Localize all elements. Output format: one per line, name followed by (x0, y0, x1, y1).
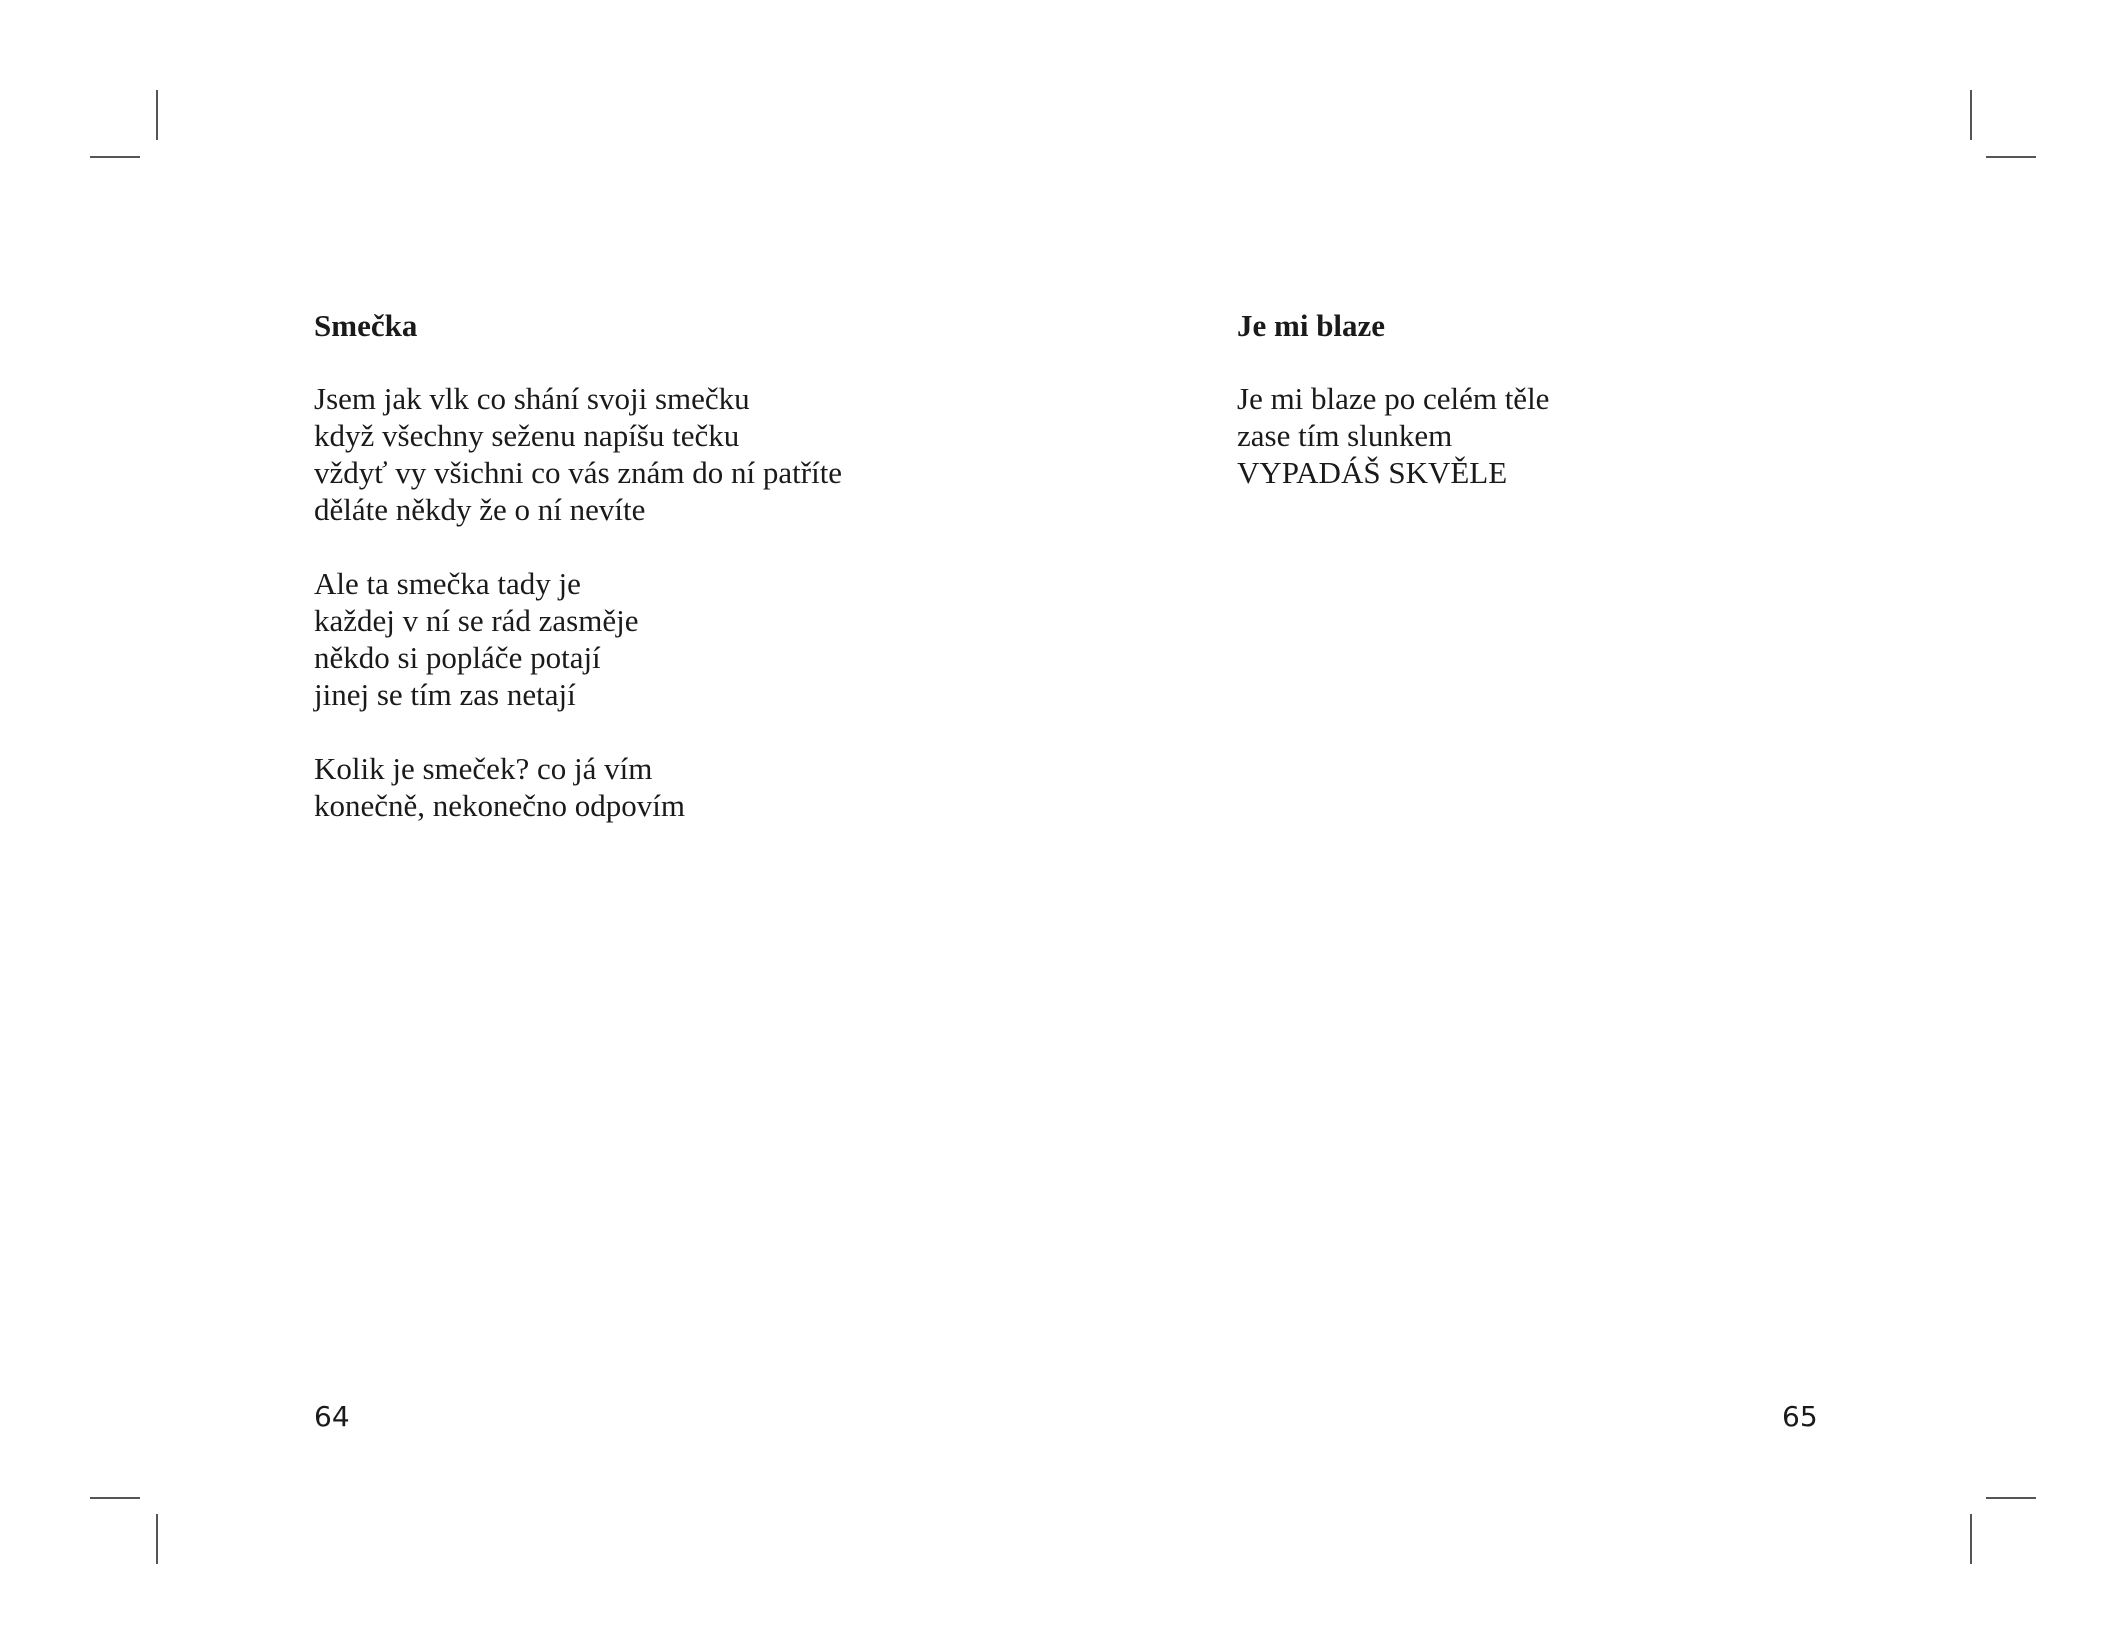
poem-line: každej v ní se rád zasměje (314, 603, 639, 638)
poem-line: Jsem jak vlk co shání svoji smečku (314, 381, 750, 416)
right-page-poem (1237, 306, 1837, 528)
crop-mark-top-left-horizontal (90, 156, 140, 158)
crop-mark-bottom-right-vertical (1970, 1514, 1972, 1564)
stanza (314, 380, 1114, 528)
poem-line: jinej se tím zas netají (314, 677, 576, 712)
poem-line: Kolik je smeček? co já vím (314, 751, 653, 786)
poem-line: někdo si popláče potají (314, 640, 601, 675)
crop-mark-top-right-vertical (1970, 90, 1972, 140)
stanza (314, 750, 1114, 824)
poem-line: Je mi blaze po celém těle (1237, 381, 1550, 416)
page-number-left: 64 (314, 1400, 350, 1433)
crop-mark-bottom-right-horizontal (1986, 1497, 2036, 1499)
left-page-poem (314, 306, 1114, 861)
crop-mark-bottom-left-vertical (156, 1514, 158, 1564)
crop-mark-top-left-vertical (156, 90, 158, 140)
poem-line: Ale ta smečka tady je (314, 566, 581, 601)
poem-title: Smečka (314, 308, 418, 343)
crop-mark-top-right-horizontal (1986, 156, 2036, 158)
stanza (1237, 380, 1837, 491)
poem-line: konečně, nekonečno odpovím (314, 788, 686, 823)
poem-line: když všechny seženu napíšu tečku (314, 418, 740, 453)
poem-line: zase tím slunkem (1237, 418, 1453, 453)
stanza (314, 565, 1114, 713)
poem-line: děláte někdy že o ní nevíte (314, 492, 646, 527)
poem-line: vždyť vy všichni co vás znám do ní patříte (314, 455, 843, 490)
page-number-right: 65 (1782, 1400, 1818, 1433)
poem-title: Je mi blaze (1237, 308, 1386, 343)
crop-mark-bottom-left-horizontal (90, 1497, 140, 1499)
poem-line: VYPADÁŠ SKVĚLE (1237, 455, 1508, 490)
